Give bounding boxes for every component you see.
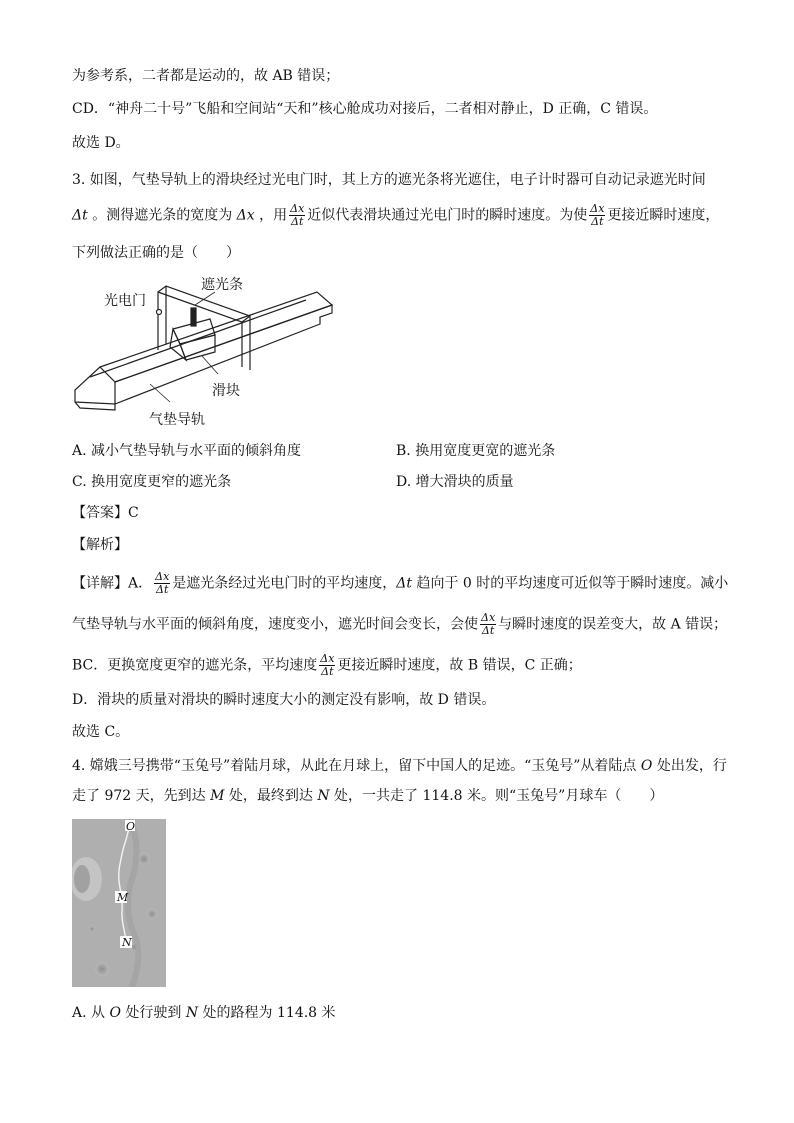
label-air-track: 气垫导轨 — [149, 412, 205, 428]
answer-tag: 【答案】 — [72, 505, 128, 521]
q3-detail-line-2: 气垫导轨与水平面的倾斜角度，速度变小，遮光时间会变长，会使 $\frac{\Delta x}{\Delta t}$ 与瞬时速度的误差变大，故 A 错误； — [72, 611, 728, 637]
q3-detail-line-1: 【详解】A． $\frac{\Delta x}{\Delta t}$ 是遮光条经过光电门时的平均速度，Δt 趋向于 0 时的平均速度可近似等于瞬时速度。减小 — [72, 570, 729, 596]
delta-t: Δt — [72, 207, 88, 224]
q3-detail-line-3: BC．更换宽度更窄的遮光条，平均速度 $\frac{\Delta x}{\Delta t}$ 更接近瞬时速度，故 B 错误，C 正确； — [72, 652, 582, 678]
label-light-strip: 遮光条 — [201, 277, 243, 293]
fraction-dx-dt: $\frac{\Delta x}{\Delta t}$ — [320, 652, 335, 678]
prev-line-2: CD．“神舟二十号”飞船和空间站“天和”核心舱成功对接后，二者相对静止，D 正确，C 错误。 — [72, 101, 658, 117]
q3-stem-line-2: Δt 。测得遮光条的宽度为 Δx ，用 $\frac{\Delta x}{\Delta t}$ 近似代表滑块通过光电门时的瞬时速度。为使 $\frac{\Delta x}{\Delta t}$ 更接近瞬时速度， — [72, 202, 720, 228]
q3-stem-line-1: 3. 如图，气垫导轨上的滑块经过光电门时，其上方的遮光条将光遮住，电子计时器可自动记录遮光时间 — [72, 172, 706, 188]
prev-conclusion: 故选 D。 — [72, 135, 130, 151]
label-slider: 滑块 — [212, 383, 240, 399]
fraction-dx-dt: $\frac{\Delta x}{\Delta t}$ — [155, 570, 170, 596]
q3-detail-line-4: D．滑块的质量对滑块的瞬时速度大小的测定没有影响，故 D 错误。 — [72, 692, 496, 708]
q4-stem-line-2: 走了 972 天，先到达 M 处，最终到达 N 处，一共走了 114.8 米。则“玉兔号”月球车（ ） — [72, 788, 664, 804]
q3-analysis-tag: 【解析】 — [72, 537, 128, 553]
q3-option-b: B. 换用宽度更宽的遮光条 — [396, 443, 556, 459]
q3-answer — [72, 503, 139, 523]
answer-value: C — [128, 505, 139, 521]
fraction-dx-dt: $\frac{\Delta x}{\Delta t}$ — [481, 611, 496, 637]
map-label-n: N — [122, 936, 132, 949]
q3-option-c: C. 换用宽度更窄的遮光条 — [72, 474, 232, 490]
fraction-dx-dt: $\frac{\Delta x}{\Delta t}$ — [290, 202, 305, 228]
map-label-m: M — [117, 891, 129, 904]
delta-x: Δx — [236, 207, 255, 224]
lunar-route-map — [72, 819, 166, 987]
q3-conclusion: 故选 C。 — [72, 724, 130, 740]
q3-stem-line-3: 下列做法正确的是（ ） — [72, 245, 240, 261]
q3-option-d: D. 增大滑块的质量 — [396, 474, 514, 490]
prev-line-1: 为参考系，二者都是运动的，故 AB 错误； — [72, 68, 340, 84]
air-track-figure — [70, 272, 340, 432]
q4-stem-line-1: 4. 嫦娥三号携带“玉兔号”着陆月球，从此在月球上，留下中国人的足迹。“玉兔号”从着陆点 O 处出发，行 — [72, 758, 727, 774]
q4-option-a: A. 从 O 处行驶到 N 处的路程为 114.8 米 — [72, 1005, 336, 1021]
fraction-dx-dt: $\frac{\Delta x}{\Delta t}$ — [590, 202, 605, 228]
q3-option-a: A. 减小气垫导轨与水平面的倾斜角度 — [72, 443, 302, 459]
map-label-o: O — [126, 820, 136, 833]
label-photogate: 光电门 — [104, 293, 146, 309]
